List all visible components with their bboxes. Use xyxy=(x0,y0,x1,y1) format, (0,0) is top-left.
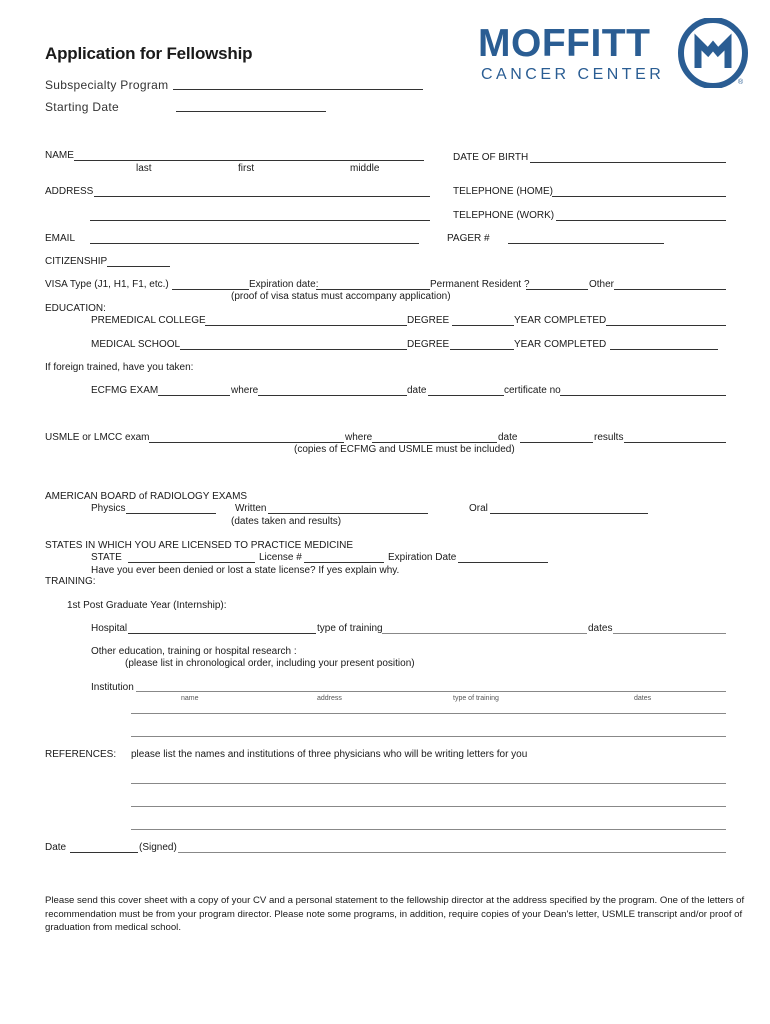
institution-field-1[interactable] xyxy=(136,691,726,692)
middle-caption: middle xyxy=(350,163,380,174)
footer-instructions xyxy=(45,894,748,935)
state-label: STATE xyxy=(91,552,122,563)
subspecialty-field[interactable] xyxy=(173,89,423,90)
visa-field[interactable] xyxy=(172,289,249,290)
tel-home-label: TELEPHONE (HOME) xyxy=(453,186,554,197)
ecfmg-where-field[interactable] xyxy=(258,395,407,396)
footer-line-2: recommendation must be from your program director. Please note some programs, in addition, require copies of your Dean's letter, USMLE transcript and/or proof of xyxy=(45,908,743,920)
other-education-label: Other education, training or hospital research : xyxy=(91,646,297,657)
reference-field-1[interactable] xyxy=(131,783,726,784)
state-field[interactable] xyxy=(128,562,255,563)
references-label: REFERENCES: xyxy=(45,749,117,760)
institution-field-3[interactable] xyxy=(131,736,726,737)
pgy1-label: 1st Post Graduate Year (Internship): xyxy=(67,600,227,611)
visa-note: (proof of visa status must accompany application) xyxy=(231,291,451,302)
email-label: EMAIL xyxy=(45,233,76,244)
ecfmg-where-label: where xyxy=(231,385,259,396)
ecfmg-date-label: date xyxy=(407,385,427,396)
premed-degree-label: DEGREE xyxy=(407,315,450,326)
usmle-where-field[interactable] xyxy=(372,442,497,443)
col-address-caption: address xyxy=(317,695,342,702)
license-label: License # xyxy=(259,552,302,563)
name-label: NAME xyxy=(45,150,74,161)
reference-field-3[interactable] xyxy=(131,829,726,830)
address-field-1[interactable] xyxy=(94,196,430,197)
col-dates-caption: dates xyxy=(634,695,652,702)
reference-field-2[interactable] xyxy=(131,806,726,807)
form-title: Application for Fellowship xyxy=(45,44,253,63)
pager-label: PAGER # xyxy=(447,233,490,244)
states-heading: STATES IN WHICH YOU ARE LICENSED TO PRACTICE MEDICINE xyxy=(45,540,354,551)
other-field[interactable] xyxy=(614,289,726,290)
license-exp-field[interactable] xyxy=(458,562,548,563)
denied-question: Have you ever been denied or lost a state license? If yes explain why. xyxy=(91,565,400,576)
medschool-field[interactable] xyxy=(180,349,407,350)
oral-label: Oral xyxy=(469,503,488,514)
signed-label: (Signed) xyxy=(139,842,177,853)
medschool-degree-label: DEGREE xyxy=(407,339,450,350)
ecfmg-field[interactable] xyxy=(158,395,230,396)
usmle-label: USMLE or LMCC exam xyxy=(45,432,150,443)
hospital-dates-label: dates xyxy=(588,623,613,634)
physics-label: Physics xyxy=(91,503,126,514)
hospital-field[interactable] xyxy=(128,633,316,634)
signature-field[interactable] xyxy=(178,852,726,853)
other-label: Other xyxy=(589,279,615,290)
col-name-caption: name xyxy=(181,695,199,702)
pager-field[interactable] xyxy=(508,243,664,244)
license-exp-label: Expiration Date xyxy=(388,552,457,563)
permanent-resident-label: Permanent Resident ? xyxy=(430,279,530,290)
medschool-year-label: YEAR COMPLETED xyxy=(514,339,607,350)
oral-field[interactable] xyxy=(490,513,648,514)
visa-label: VISA Type (J1, H1, F1, etc.) xyxy=(45,279,169,290)
col-type-caption: type of training xyxy=(453,695,499,702)
medschool-year-field[interactable] xyxy=(610,349,718,350)
expiration-label: Expiration date: xyxy=(249,279,319,290)
references-note: please list the names and institutions of three physicians who will be writing letters for you xyxy=(131,749,528,760)
physics-field[interactable] xyxy=(126,513,216,514)
citizenship-field[interactable] xyxy=(107,266,170,267)
tel-home-field[interactable] xyxy=(552,196,726,197)
hospital-label: Hospital xyxy=(91,623,128,634)
name-field[interactable] xyxy=(74,160,424,161)
usmle-where-label: where xyxy=(345,432,373,443)
results-field[interactable] xyxy=(624,442,726,443)
results-label: results xyxy=(594,432,624,443)
footer-line-3: graduation from medical school. xyxy=(45,922,181,933)
tel-work-field[interactable] xyxy=(556,220,726,221)
ecfmg-date-field[interactable] xyxy=(428,395,504,396)
starting-date-field[interactable] xyxy=(176,111,326,112)
subspecialty-label: Subspecialty Program xyxy=(45,78,169,92)
premed-label: PREMEDICAL COLLEGE xyxy=(91,315,206,326)
tel-work-label: TELEPHONE (WORK) xyxy=(453,210,555,221)
premed-field[interactable] xyxy=(205,325,407,326)
certificate-label: certificate no xyxy=(504,385,561,396)
premed-degree-field[interactable] xyxy=(452,325,514,326)
first-caption: first xyxy=(238,163,255,174)
certificate-field[interactable] xyxy=(560,395,726,396)
logo-wordmark: MOFFITT xyxy=(478,22,651,65)
email-field[interactable] xyxy=(90,243,419,244)
type-training-field[interactable] xyxy=(382,633,587,634)
dob-field[interactable] xyxy=(530,162,726,163)
last-caption: last xyxy=(136,163,152,174)
date-field[interactable] xyxy=(70,852,138,853)
citizenship-label: CITIZENSHIP xyxy=(45,256,108,267)
institution-label: Institution xyxy=(91,682,134,693)
training-heading: TRAINING: xyxy=(45,576,96,587)
hospital-dates-field[interactable] xyxy=(613,633,726,634)
premed-year-field[interactable] xyxy=(606,325,726,326)
permanent-resident-field[interactable] xyxy=(526,289,588,290)
date-label: Date xyxy=(45,842,67,853)
type-training-label: type of training xyxy=(317,623,383,634)
written-label: Written xyxy=(235,503,267,514)
ecfmg-label: ECFMG EXAM xyxy=(91,385,159,396)
foreign-trained-label: If foreign trained, have you taken: xyxy=(45,362,194,373)
dates-taken-note: (dates taken and results) xyxy=(231,516,342,527)
chronological-note: (please list in chronological order, including your present position) xyxy=(125,658,415,669)
moffitt-emblem-icon xyxy=(678,18,748,88)
logo-subtitle: CANCER CENTER xyxy=(481,66,665,83)
license-field[interactable] xyxy=(304,562,384,563)
written-field[interactable] xyxy=(268,513,428,514)
starting-date-label: Starting Date xyxy=(45,100,119,114)
board-exams-heading: AMERICAN BOARD of RADIOLOGY EXAMS xyxy=(45,491,248,502)
usmle-field[interactable] xyxy=(149,442,344,443)
logo-registered-mark: ® xyxy=(738,79,744,86)
address-field-2[interactable] xyxy=(90,220,430,221)
dob-label: DATE OF BIRTH xyxy=(453,152,529,163)
footer-line-1: Please send this cover sheet with a copy of your CV and a personal statement to the fellowship director at the address specified by the program. One of the letters of xyxy=(45,895,745,906)
copies-note: (copies of ECFMG and USMLE must be included) xyxy=(294,444,515,455)
usmle-date-field[interactable] xyxy=(520,442,593,443)
address-label: ADDRESS xyxy=(45,186,94,197)
medschool-degree-field[interactable] xyxy=(450,349,514,350)
institution-field-2[interactable] xyxy=(131,713,726,714)
medschool-label: MEDICAL SCHOOL xyxy=(91,339,181,350)
usmle-date-label: date xyxy=(498,432,518,443)
education-heading: EDUCATION: xyxy=(45,303,106,314)
expiration-field[interactable] xyxy=(316,289,430,290)
premed-year-label: YEAR COMPLETED xyxy=(514,315,607,326)
